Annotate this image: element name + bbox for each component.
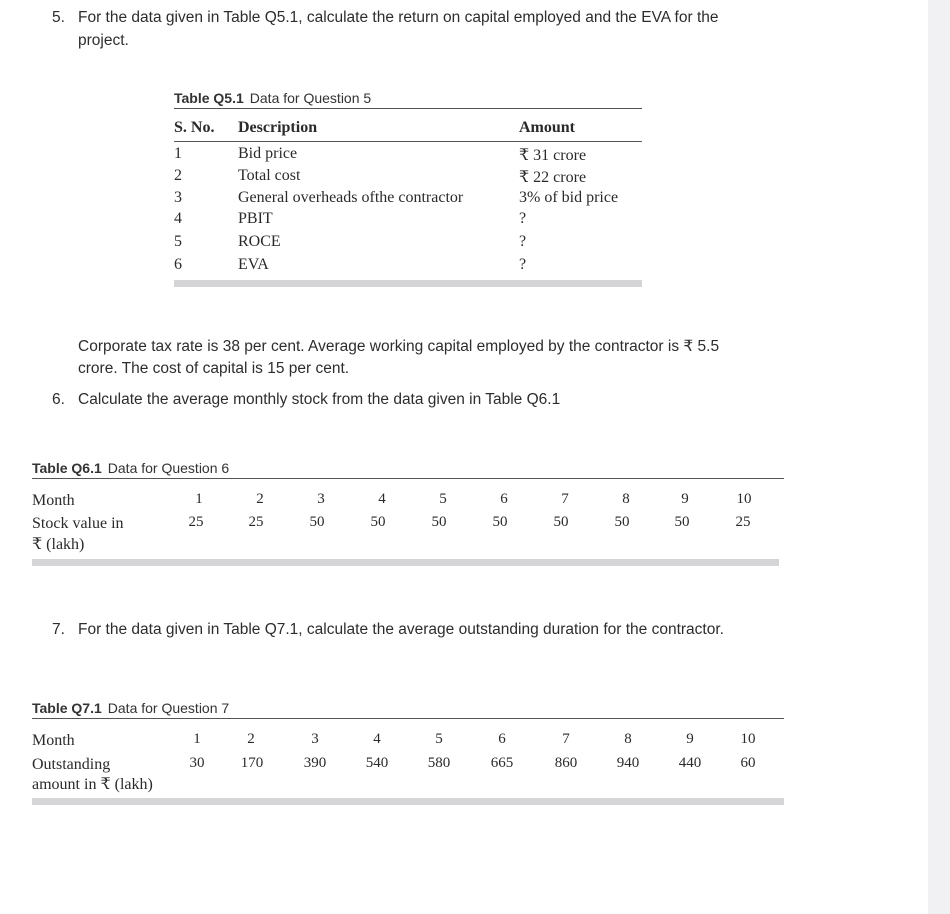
table-q6-month-cell: 8 xyxy=(622,491,630,507)
table-q7-amount-label-line1: Outstanding xyxy=(32,756,111,773)
table-q7-value-cell: 940 xyxy=(616,755,640,771)
table-q6-top-rule xyxy=(32,478,784,479)
table-q5-top-rule xyxy=(174,108,642,109)
table-q5-caption-title: Data for Question 5 xyxy=(249,90,372,106)
table-q7-month-cell: 8 xyxy=(624,731,632,747)
question-6-text: Calculate the average monthly stock from the data given in Table Q6.1 xyxy=(78,391,561,408)
table-q5-row-amount: ? xyxy=(519,256,527,273)
table-q5-row-amount: 3% of bid price xyxy=(519,189,619,206)
question-5-number: 5. xyxy=(52,9,65,26)
table-q7-caption xyxy=(32,700,229,716)
table-q6-value-cell: 25 xyxy=(248,514,264,530)
table-q5-row-sno: 5 xyxy=(174,233,182,250)
table-q7-amount-label-line2: amount in ₹ (lakh) xyxy=(32,776,153,793)
table-q5-caption xyxy=(174,90,371,106)
table-q6-value-cell: 50 xyxy=(553,514,569,530)
table-q7-value-cell: 580 xyxy=(427,755,451,771)
table-q7-month-cell: 4 xyxy=(373,731,381,747)
table-q5-row-amount: ? xyxy=(519,233,527,250)
table-q7-value-cell: 170 xyxy=(240,755,264,771)
table-q5-bottom-rule xyxy=(174,280,642,287)
question-5-text-line2: project. xyxy=(78,32,129,49)
table-q7-value-cell: 390 xyxy=(303,755,327,771)
table-q6-caption-title: Data for Question 6 xyxy=(107,460,230,476)
table-q5-row-amount: ₹ 31 crore xyxy=(519,147,587,164)
table-q7-month-cell: 1 xyxy=(193,731,201,747)
table-q5-row-desc: Total cost xyxy=(238,167,301,184)
table-q6-stock-label-line1: Stock value in xyxy=(32,515,124,532)
table-q7-month-cell: 10 xyxy=(740,731,756,747)
table-q7-month-cell: 7 xyxy=(562,731,570,747)
table-q6-caption-label: Table Q6.1 xyxy=(32,460,102,476)
table-q7-bottom-rule xyxy=(32,798,784,805)
table-q5-row-amount: ? xyxy=(519,210,527,227)
table-q5-caption-label: Table Q5.1 xyxy=(174,90,244,106)
table-q6-month-cell: 5 xyxy=(439,491,447,507)
table-q7-month-cell: 2 xyxy=(247,731,255,747)
question-5-note-line2: crore. The cost of capital is 15 per cent. xyxy=(78,360,350,377)
table-q5-row-sno: 3 xyxy=(174,189,182,206)
table-q6-value-cell: 50 xyxy=(431,514,447,530)
table-q5-header-description: Description xyxy=(238,119,318,136)
table-q7-top-rule xyxy=(32,718,784,719)
table-q6-month-cell: 1 xyxy=(195,491,203,507)
table-q6-month-cell: 10 xyxy=(736,491,752,507)
table-q6-value-cell: 50 xyxy=(370,514,386,530)
table-q6-value-cell: 25 xyxy=(188,514,204,530)
table-q7-month-cell: 9 xyxy=(686,731,694,747)
table-q7-value-cell: 540 xyxy=(365,755,389,771)
table-q7-month-cell: 5 xyxy=(435,731,443,747)
table-q5-header-rule xyxy=(174,141,642,142)
table-q7-caption-title: Data for Question 7 xyxy=(107,700,230,716)
table-q5-header-sno: S. No. xyxy=(174,119,215,136)
table-q6-month-cell: 7 xyxy=(561,491,569,507)
question-5-text-line1: For the data given in Table Q5.1, calculate the return on capital employed and the EVA for the xyxy=(78,9,719,26)
table-q6-month-cell: 9 xyxy=(681,491,689,507)
question-5-note-line1: Corporate tax rate is 38 per cent. Average working capital employed by the contractor is ₹ 5.5 xyxy=(78,338,720,355)
table-q7-value-cell: 665 xyxy=(490,755,514,771)
question-7-number: 7. xyxy=(52,621,65,638)
table-q7-month-cell: 3 xyxy=(311,731,319,747)
table-q7-value-cell: 860 xyxy=(554,755,578,771)
table-q5-header-amount: Amount xyxy=(519,119,576,136)
table-q7-value-cell: 30 xyxy=(189,755,205,771)
table-q6-month-cell: 6 xyxy=(500,491,508,507)
table-q7-month-label: Month xyxy=(32,732,75,749)
table-q6-value-cell: 50 xyxy=(492,514,508,530)
table-q6-month-cell: 4 xyxy=(378,491,386,507)
table-q5-row-desc: General overheads ofthe contractor xyxy=(238,189,464,206)
table-q5-row-desc: ROCE xyxy=(238,233,281,250)
table-q5-row-sno: 4 xyxy=(174,210,182,227)
question-6-number: 6. xyxy=(52,391,65,408)
table-q5-row-sno: 6 xyxy=(174,256,182,273)
table-q6-month-label: Month xyxy=(32,492,75,509)
table-q6-value-cell: 50 xyxy=(674,514,690,530)
table-q5-row-desc: Bid price xyxy=(238,145,298,162)
table-q6-caption xyxy=(32,460,229,476)
table-q6-value-cell: 50 xyxy=(309,514,325,530)
right-margin-strip xyxy=(928,0,950,914)
table-q7-value-cell: 60 xyxy=(740,755,756,771)
table-q7-month-cell: 6 xyxy=(498,731,506,747)
table-q7-value-cell: 440 xyxy=(678,755,702,771)
table-q7-caption-label: Table Q7.1 xyxy=(32,700,102,716)
table-q6-value-cell: 25 xyxy=(735,514,751,530)
question-7-text: For the data given in Table Q7.1, calculate the average outstanding duration for the contractor. xyxy=(78,621,724,638)
table-q5-row-amount: ₹ 22 crore xyxy=(519,169,587,186)
table-q6-value-cell: 50 xyxy=(614,514,630,530)
table-q5-row-desc: EVA xyxy=(238,256,269,273)
table-q5-row-sno: 2 xyxy=(174,167,182,184)
table-q6-stock-label-line2: ₹ (lakh) xyxy=(32,536,85,553)
table-q6-bottom-rule xyxy=(32,559,779,566)
table-q5-row-sno: 1 xyxy=(174,145,182,162)
table-q6-month-cell: 3 xyxy=(317,491,325,507)
table-q5-row-desc: PBIT xyxy=(238,210,273,227)
table-q6-month-cell: 2 xyxy=(256,491,264,507)
